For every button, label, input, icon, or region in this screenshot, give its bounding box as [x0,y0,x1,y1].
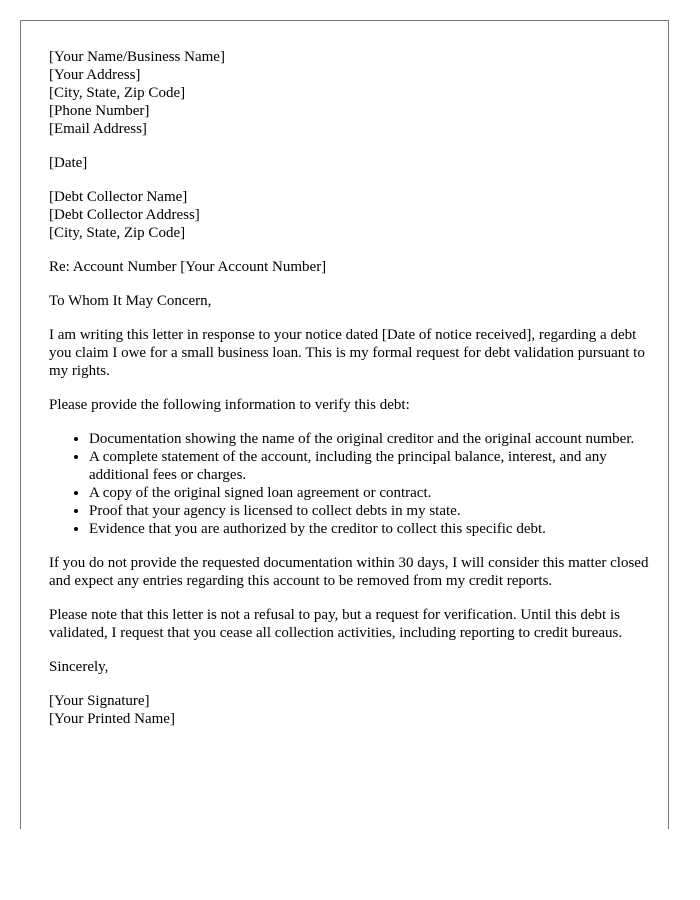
signature-block [49,692,649,728]
request-list-item: • A copy of the original signed loan agreement or contract. [89,484,649,502]
recipient-name: [Debt Collector Name] [49,189,188,205]
subject-line: Re: Account Number [Your Account Number] [49,259,327,275]
signature-line: [Your Signature] [49,693,150,709]
closing: Sincerely, [49,659,109,675]
request-list-item: • A complete statement of the account, including the principal balance, interest, and any additional fees or charges. [89,448,649,484]
sender-city-state-zip: [City, State, Zip Code] [49,85,186,101]
intro-paragraph: I am writing this letter in response to your notice dated [Date of notice received], regarding a debt you claim I owe for a small business loan. This is my formal request for debt validation pursuant to my rights. [49,327,645,379]
printed-name: [Your Printed Name] [49,711,175,727]
sender-email: [Email Address] [49,121,147,137]
letter-date: [Date] [49,155,88,171]
deadline-paragraph: If you do not provide the requested documentation within 30 days, I will consider this matter closed and expect any entries regarding this account to be removed from my credit reports. [49,555,649,589]
salutation: To Whom It May Concern, [49,293,212,309]
request-list-item: • Evidence that you are authorized by the creditor to collect this specific debt. [89,520,649,538]
request-list-item: • Proof that your agency is licensed to collect debts in my state. [89,502,649,520]
sender-phone: [Phone Number] [49,103,150,119]
sender-name: [Your Name/Business Name] [49,49,225,65]
note-paragraph: Please note that this letter is not a refusal to pay, but a request for verification. Until this debt is validated, I request that you cease all collection activities, including reporting to credit bureaus. [49,607,623,641]
recipient-city-state-zip: [City, State, Zip Code] [49,225,186,241]
request-lead-paragraph: Please provide the following information to verify this debt: [49,397,410,413]
request-list [49,430,649,538]
recipient-address: [Debt Collector Address] [49,207,200,223]
letter-page [20,20,669,829]
recipient-block [49,188,649,242]
sender-block [49,48,649,138]
sender-address: [Your Address] [49,67,141,83]
request-list-item: • Documentation showing the name of the original creditor and the original account number. [89,430,649,448]
date-block [49,154,649,172]
